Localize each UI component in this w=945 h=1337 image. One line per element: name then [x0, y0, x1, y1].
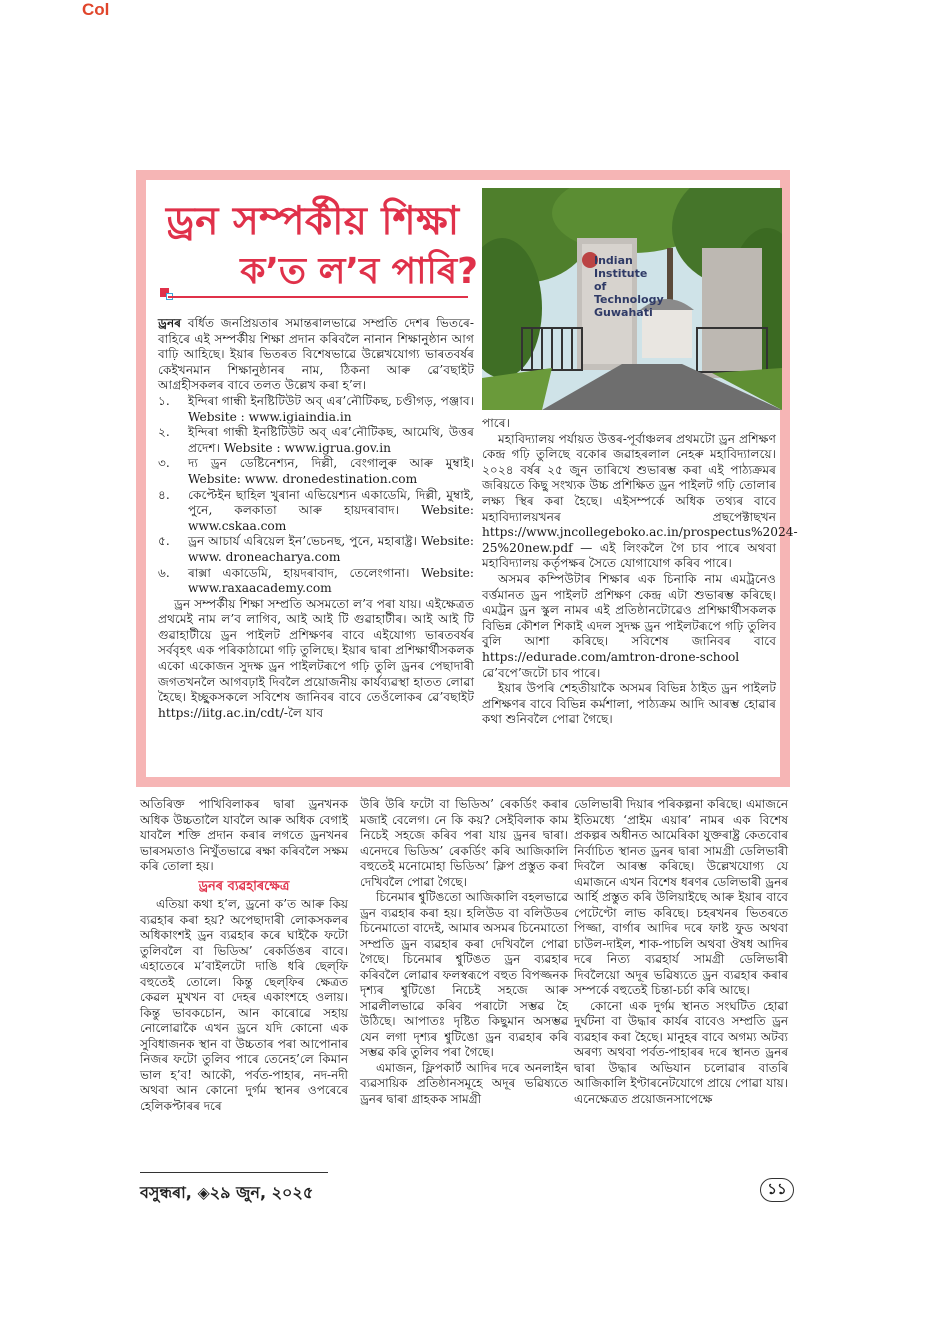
publication-footer: বসুন্ধৰা, ◈২৯ জুন, ২০২৫ — [140, 1183, 314, 1202]
column-paragraph: চিনেমাৰ শ্বুটিঙতো আজিকালি বহলভাৱে ড্ৰন ব্যৱহাৰ কৰা হয়। হলিউড বা বলিউডৰ চিনেমাতো বাদেই, আমাৰ অসমৰ চিনেমাতো সম্প্ৰতি ড্ৰন ব্যৱহাৰ কৰা দেখিবলৈ পোৱা গৈছে। চিনেমাৰ শ্বুটিঙত ড্ৰন ব্যৱহাৰ কৰিবলৈ লোৱাৰ ফলস্বৰূপে বহুত বিপজ্জনক দৃশ্যৰ শ্বুটিঙো নিচেই সহজে আৰু সাৱলীলভাৱে কৰিব পৰাটো সম্ভৱ হৈ উঠিছে। আপাতঃ দৃষ্টিত কিছুমান অসম্ভৱ যেন লগা দৃশ্যৰ শ্বুটিঙো ড্ৰন ব্যৱহাৰ কৰি সম্ভৱ কৰি তুলিব পৰা গৈছে। — [360, 890, 568, 1059]
list-number: ৪. — [158, 487, 170, 502]
list-item — [158, 456, 474, 487]
list-item — [158, 566, 474, 597]
column-paragraph: এতিয়া কথা হ’ল, ড্ৰনো ক’ত আৰু কিয় ব্যৱহাৰ কৰা হয়? অপেছাদাৰী লোকসকলৰ অধিকাংশই ড্ৰন ব্যৱহাৰ কৰে ঘাইকৈ ফটো তুলিবলৈ বা ভিডিঅ’ ৰেকৰ্ডিঙৰ বাবে। এহাতেৰে ম’বাইলটো দাঙি ধৰি ছেল্‌ফি বহুতেই তোলে। কিন্তু ছেল্‌ফিৰ ক্ষেত্ৰত কেৱল মুখখন বা দেহৰ একাংশহে ওলায়। কিন্তু ভাবকচোন, আন কাৰোৱে সহায় নোলোৱাকৈ এখন ড্ৰনে যদি কোনো এক সুবিধাজনক স্থান বা উচ্চতাৰ পৰা আপোনাৰ নিজৰ ফটো তুলিব পাৰে তেনেহ’লে কিমান ভাল হ’ব! আকৌ, পৰ্বত-পাহাৰ, নদ-নদী অথবা আন কোনো দুৰ্গম স্থানৰ ওপৰেৰে হেলিকপ্টাৰৰ দৰে — [140, 897, 348, 1113]
intro-text: বৰ্ধিত জনপ্ৰিয়তাৰ সমান্তৰালভাৱে সম্প্ৰতি দেশৰ ভিতৰে-বাহিৰে এই সম্পৰ্কীয় শিক্ষা প্ৰদান কৰিবলৈ নানান শিক্ষানুষ্ঠান আগ বাঢ়ি আহিছে। ইয়াৰ ভিতৰত বিশেষভাৱে উল্লেখযোগ্য ভাৰতবৰ্ষৰ কেইখনমান শিক্ষানুষ্ঠানৰ নাম, ঠিকনা আৰু ৱে’বছাইট আগ্ৰহীসকলৰ বাবে তলত উল্লেখ কৰা হ’ল। — [158, 316, 474, 393]
list-number: ১. — [158, 393, 170, 408]
list-item — [158, 488, 474, 535]
feature-inner — [146, 180, 798, 777]
intro-paragraph — [158, 316, 474, 394]
list-text: ড্ৰন আচাৰ্য এৰিয়েল ইন’ভেচনছ, পুনে, মহাৰাষ্ট্ৰ। Website: www. droneacharya.com — [188, 534, 474, 564]
list-text: কেপ্টেইন ছাহিল খুৰানা এভিয়েশ্যন একাডেমি, দিল্লী, মুম্বাই, পুনে, কলকাতা আৰু হায়দৰাবাদ। Website: www.cskaa.com — [188, 487, 474, 533]
feature-box — [136, 170, 798, 787]
list-item — [158, 425, 474, 456]
column-paragraph: এমাজন, ফ্লিপকাৰ্ট আদিৰ দৰে অনলাইন ব্যৱসায়িক প্ৰতিষ্ঠানসমূহে অদূৰ ভৱিষ্যতে ড্ৰনৰ দ্বাৰা গ্ৰাহকক সামগ্ৰী — [360, 1060, 568, 1106]
column-paragraph: কোনো এক দুৰ্গম স্থানত সংঘটিত হোৱা দুৰ্ঘটনা বা উদ্ধাৰ কাৰ্যৰ বাবেও সম্প্ৰতি ড্ৰন ব্যৱহাৰ কৰা হৈছে। মানুহৰ বাবে অগম্য অটব্য অৰণ্য অথবা পৰ্বত-পাহাৰৰ দৰে স্থানত ড্ৰনৰ দ্বাৰা উদ্ধাৰ অভিযান চলোৱাৰ বাতৰি আজিকালি ইণ্টাৰনেটযোগে প্ৰায়ে পোৱা যায়। এনেক্ষেত্ৰত প্ৰয়োজনসাপেক্ষে — [574, 998, 788, 1106]
list-item — [158, 534, 474, 565]
jn-college-paragraph: মহাবিদ্যালয় পৰ্যায়ত উত্তৰ-পূৰ্বাঞ্চলৰ প্ৰথমটো ড্ৰন প্ৰশিক্ষণ কেন্দ্ৰ গঢ়ি তুলিছে বকোৰ জৱাহৰলাল নেহৰু মহাবিদ্যালয়ে। ২০২৪ বৰ্ষৰ ২৫ জুন তাৰিখে শুভাৰম্ভ কৰা এই পাঠ্যক্ৰমৰ জৰিয়তে কিছু সংখ্যক উচ্চ প্ৰশিক্ষিত ড্ৰন পাইলট গঢ়ি তোলাৰ লক্ষ্য স্থিৰ কৰা হৈছে। এইসম্পৰ্কে অধিক তথ্যৰ বাবে মহাবিদ্যালয়খনৰ প্ৰছপেক্টাছখন https://www.jncollegeboko.ac.in/prospectus%2024-25%20new.pdf — এই লিংকলৈ গৈ চাব পাৰে অথবা মহাবিদ্যালয় কৰ্তৃপক্ষৰ সৈতে যোগাযোগ কৰিব পাৰে। — [482, 431, 798, 571]
column-paragraph: অতিৰিক্ত পাখিবিলাকৰ দ্বাৰা ড্ৰনখনক অধিক উচ্চতালৈ যাবলৈ আৰু অধিক বেগাই যাবলৈ শক্তি প্ৰদান কৰাৰ লগতে ড্ৰনখনৰ ভাৰসমতাও নিখুঁতভাৱে ৰক্ষা কৰিবলৈ সক্ষম কৰি তোলা হয়। — [140, 797, 348, 873]
headline-underline — [168, 296, 468, 298]
list-number: ৩. — [158, 456, 170, 471]
list-text: ৰাক্সা একাডেমি, হায়দৰাবাদ, তেলেংগানা। Website: www.raxaacademy.com — [188, 565, 474, 596]
feature-right-column — [482, 416, 798, 728]
section-subheading: ড্ৰনৰ ব্যৱহাৰক্ষেত্ৰ — [198, 878, 290, 894]
iitg-paragraph: ড্ৰন সম্পৰ্কীয় শিক্ষা সম্প্ৰতি অসমতো ল’ব পৰা যায়। এইক্ষেত্ৰত প্ৰথমেই নাম ল’ব লাগিব, আই আই টি গুৱাহাটীৰ। আই আই টি গুৱাহাটীয়ে ড্ৰন পাইলট প্ৰশিক্ষণৰ বাবে এইযোগ্য ভাৰতবৰ্ষৰ সৰ্ববৃহৎ এক পৰিকাঠামো গঢ়ি তুলিছে। ইয়াৰ দ্বাৰা প্ৰশিক্ষাৰ্থীসকলক একো একোজন সুদক্ষ ড্ৰন পাইলটৰূপে গঢ়ি তুলি ড্ৰনৰ পেছাদাৰী জগতখনলৈ আগবঢ়াই দিবলৈ প্ৰয়োজনীয় কাৰ্যব্যৱস্থা হাতত লোৱা হৈছে। ইচ্ছুকসকলে সবিশেষ জানিবৰ বাবে তেওঁলোকৰ ৱে’বছাইট https://iitg.ac.in/cdt/-লৈ যাব — [158, 596, 474, 720]
sign-line: Technology — [594, 293, 664, 306]
feature-left-column — [158, 316, 474, 721]
headline-line-1: ড্ৰন সম্পৰ্কীয় শিক্ষা — [166, 199, 460, 244]
list-number: ২. — [158, 425, 170, 440]
sign-line: of — [594, 280, 607, 293]
sign-line: Guwahati — [594, 306, 653, 319]
article-column-2 — [360, 797, 568, 1107]
list-text: ইন্দিৰা গান্ধী ইনষ্টিটিউট অব্ এৰ’নৌটিকছ, চণ্ডীগড়, পঞ্জাব। Website : www.igiaindia.in — [188, 393, 474, 424]
page-number: ১১ — [760, 1178, 794, 1202]
list-text: ইন্দিৰা গান্ধী ইনষ্টিটিউট অব্ এৰ’নৌটিকছ, আমেথি, উত্তৰ প্ৰদেশ। Website : www.igrua.gov.in — [188, 425, 474, 455]
sign-line: Institute — [594, 267, 648, 280]
amtron-paragraph: অসমৰ কম্পিউটাৰ শিক্ষাৰ এক চিনাকি নাম এমট্ৰনেও বৰ্ত্তমানত ড্ৰন পাইলট প্ৰশিক্ষণ কেন্দ্ৰ এটা শুভাৰম্ভ কৰিছে। এমট্ৰন ড্ৰন স্কুল নামৰ এই প্ৰতিষ্ঠানটোৱেও প্ৰশিক্ষাৰ্থীসকলক বিভিন্ন কৌশল শিকাই এদল সুদক্ষ ড্ৰন পাইলটৰূপে গঢ়ি তুলিব বুলি আশা কৰিছে। সবিশেষ জানিবৰ বাবে https://edurade.com/amtron-drone-school ৱে’বপে’জটো চাব পাৰে। — [482, 571, 776, 680]
footer-rule — [140, 1172, 328, 1173]
closing-paragraph: ইয়াৰ উপৰি শেহতীয়াকৈ অসমৰ বিভিন্ন ঠাইত ড্ৰন পাইলট প্ৰশিক্ষণৰ বাবে বিভিন্ন কৰ্মশালা, পাঠ্যক্ৰম আদি আৰম্ভ হোৱাৰ কথা শুনিবলৈ পোৱা গৈছে। — [482, 681, 776, 727]
column-paragraph: ডেলিভাৰী দিয়াৰ পৰিকল্পনা কৰিছে। এমাজনে ইতিমধ্যে ‘প্ৰাইম এয়াৰ’ নামৰ এক বিশেষ প্ৰকল্পৰ অধীনত আমেৰিকা যুক্তৰাষ্ট্ৰ কেতবোৰ নিৰ্বাচিত স্থানত ড্ৰনৰ দ্বাৰা সামগ্ৰী ডেলিভাৰী দিবলৈ আৰম্ভ কৰিছে। উল্লেখযোগ্য যে এমাজনে এখন বিশেষ ধৰণৰ ডেলিভাৰী ড্ৰনৰ আৰ্হি প্ৰস্তুত কৰি উলিয়াইছে আৰু ইয়াৰ বাবে পেটেণ্টো লাভ কৰিছে। চহৰখনৰ ভিতৰতে পিজ্জা, বাৰ্গাৰ আদিৰ দৰে ফাষ্ট ফুড অথবা চাউল-দাইল, শাক-পাচলি অথবা ঔষধ আদিৰ দৰে নিত্য ব্যৱহাৰ্য সামগ্ৰী ডেলিভাৰী দিবলৈয়ো অদূৰ ভৱিষ্যতে ড্ৰন ব্যৱহাৰ কৰাৰ সম্পৰ্কে বহুতেই চিন্তা-চৰ্চা কৰি আছে। — [574, 797, 788, 997]
article-column-1 — [140, 797, 348, 1114]
column-paragraph: উৰি উৰি ফটো বা ভিডিঅ’ ৰেকৰ্ডিং কৰাৰ মজাই বেলেগ। নে কি কয়? সেইবিলাক কাম নিচেই সহজে কৰিব পৰা যায় ড্ৰনৰ দ্বাৰা। এনেদৰে ভিডিঅ’ ৰেকৰ্ডিং কৰি আজিকালি বহুতেই মনোমোহা ভিডিঅ’ ক্লিপ প্ৰস্তুত কৰা দেখিবলৈ পোৱা গৈছে। — [360, 797, 568, 889]
list-number: ৬. — [158, 565, 170, 580]
article-column-3 — [574, 797, 788, 1107]
list-number: ৫. — [158, 534, 170, 549]
iit-guwahati-gate-photo — [482, 188, 782, 410]
headline-line-2: ক’ত ল’ব পাৰি? — [240, 250, 478, 292]
list-text: দ্য ড্ৰন ডেষ্টিনেশ্যন, দিল্লী, বেংগালুৰু আৰু মুম্বাই। Website: www. dronedestination.com — [188, 456, 474, 486]
corner-mark: Col — [82, 0, 110, 19]
sign-line: Indian — [594, 254, 633, 267]
institute-list — [158, 394, 474, 597]
intro-lead-word: ড্ৰনৰ — [158, 316, 182, 330]
photo-gate-sign — [594, 254, 664, 319]
feature-headline — [166, 199, 486, 292]
list-item — [158, 394, 474, 425]
continuation-text: পাৰে। — [482, 416, 510, 430]
